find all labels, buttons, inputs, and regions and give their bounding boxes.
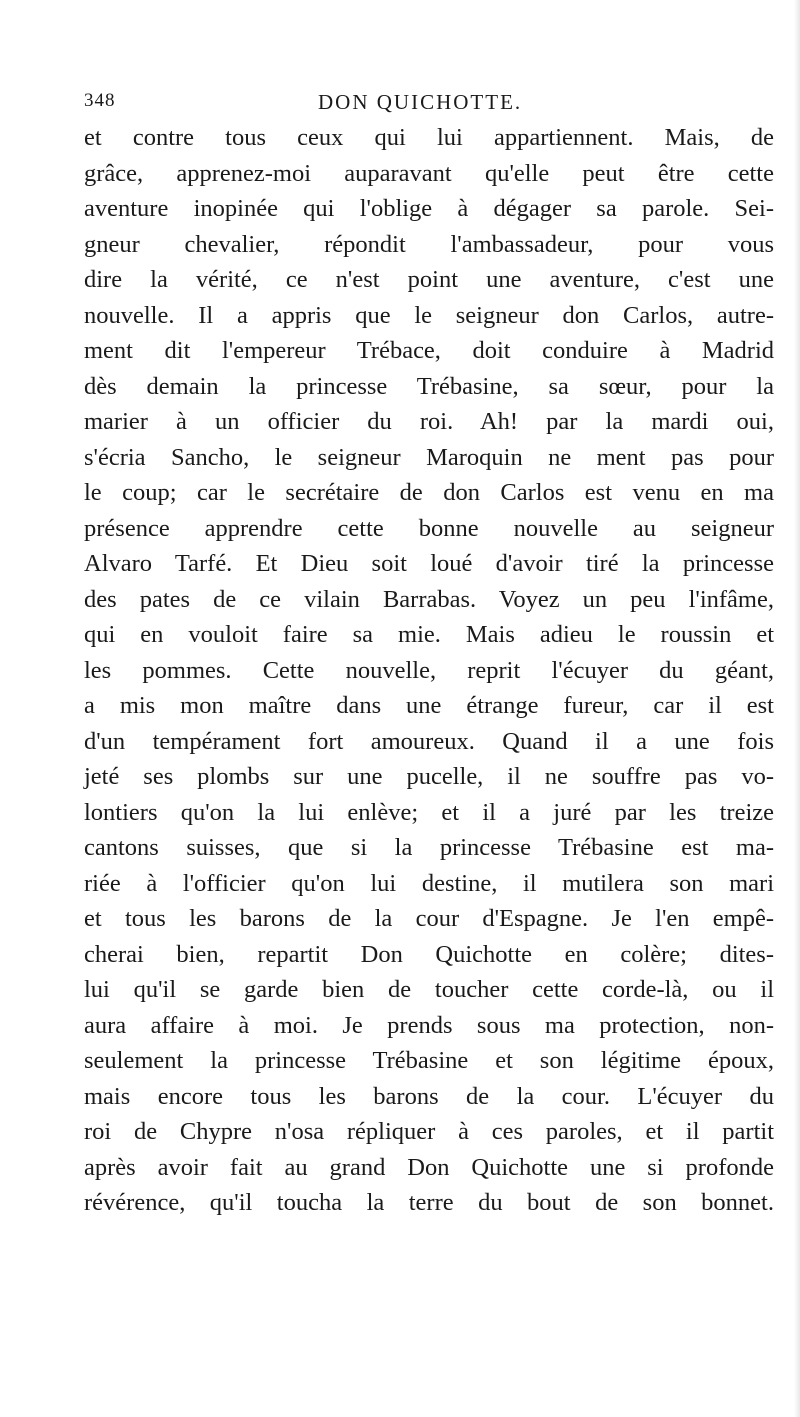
page-number: 348 [84, 90, 116, 111]
page-header [84, 90, 774, 124]
text-line: ment dit l'empereur Trébace, doit conduire à Madrid [84, 337, 774, 364]
text-line: s'écria Sancho, le seigneur Maroquin ne ment pas pour [84, 443, 774, 471]
text-line: jeté ses plombs sur une pucelle, il ne souffre pas vo- [84, 763, 774, 790]
text-line: dès demain la princesse Trébasine, sa sœur, pour la [84, 372, 774, 400]
text-line: le coup; car le secrétaire de don Carlos est venu en ma [84, 479, 774, 506]
text-line: des pates de ce vilain Barrabas. Voyez un peu l'infâme, [84, 585, 774, 613]
body-text [84, 120, 774, 1221]
text-line: aventure inopinée qui l'oblige à dégager sa parole. Sei- [84, 195, 774, 222]
running-head: DON QUICHOTTE. [318, 90, 523, 114]
text-line: grâce, apprenez-moi auparavant qu'elle peut être cette [84, 159, 774, 187]
text-line: riée à l'officier qu'on lui destine, il mutilera son mari [84, 869, 774, 897]
text-line: qui en vouloit faire sa mie. Mais adieu le roussin et [84, 621, 774, 648]
text-line: roi de Chypre n'osa répliquer à ces paroles, et il partit [84, 1118, 774, 1145]
text-line: après avoir fait au grand Don Quichotte une si profonde [84, 1153, 774, 1181]
text-line: présence apprendre cette bonne nouvelle au seigneur [84, 514, 774, 542]
text-line: lui qu'il se garde bien de toucher cette corde-là, ou il [84, 976, 774, 1003]
text-line: et contre tous ceux qui lui appartiennent. Mais, de [84, 124, 774, 151]
text-line: dire la vérité, ce n'est point une aventure, c'est une [84, 266, 774, 293]
text-line: gneur chevalier, répondit l'ambassadeur, pour vous [84, 230, 774, 258]
text-line: Alvaro Tarfé. Et Dieu soit loué d'avoir tiré la princesse [84, 550, 774, 577]
text-line: cherai bien, repartit Don Quichotte en colère; dites- [84, 940, 774, 968]
text-line: marier à un officier du roi. Ah! par la mardi oui, [84, 408, 774, 435]
text-line: aura affaire à moi. Je prends sous ma protection, non- [84, 1011, 774, 1039]
text-line: a mis mon maître dans une étrange fureur, car il est [84, 692, 774, 719]
text-line: lontiers qu'on la lui enlève; et il a juré par les treize [84, 798, 774, 826]
text-line: révérence, qu'il toucha la terre du bout de son bonnet. [84, 1189, 774, 1216]
text-line: cantons suisses, que si la princesse Trébasine est ma- [84, 834, 774, 861]
page-edge-shadow [794, 0, 800, 1417]
text-line: d'un tempérament fort amoureux. Quand il a une fois [84, 727, 774, 755]
text-line: seulement la princesse Trébasine et son légitime époux, [84, 1047, 774, 1074]
text-line: nouvelle. Il a appris que le seigneur don Carlos, autre- [84, 301, 774, 329]
text-line: et tous les barons de la cour d'Espagne. Je l'en empê- [84, 905, 774, 932]
text-line: les pommes. Cette nouvelle, reprit l'écuyer du géant, [84, 656, 774, 684]
text-line: mais encore tous les barons de la cour. L'écuyer du [84, 1082, 774, 1110]
